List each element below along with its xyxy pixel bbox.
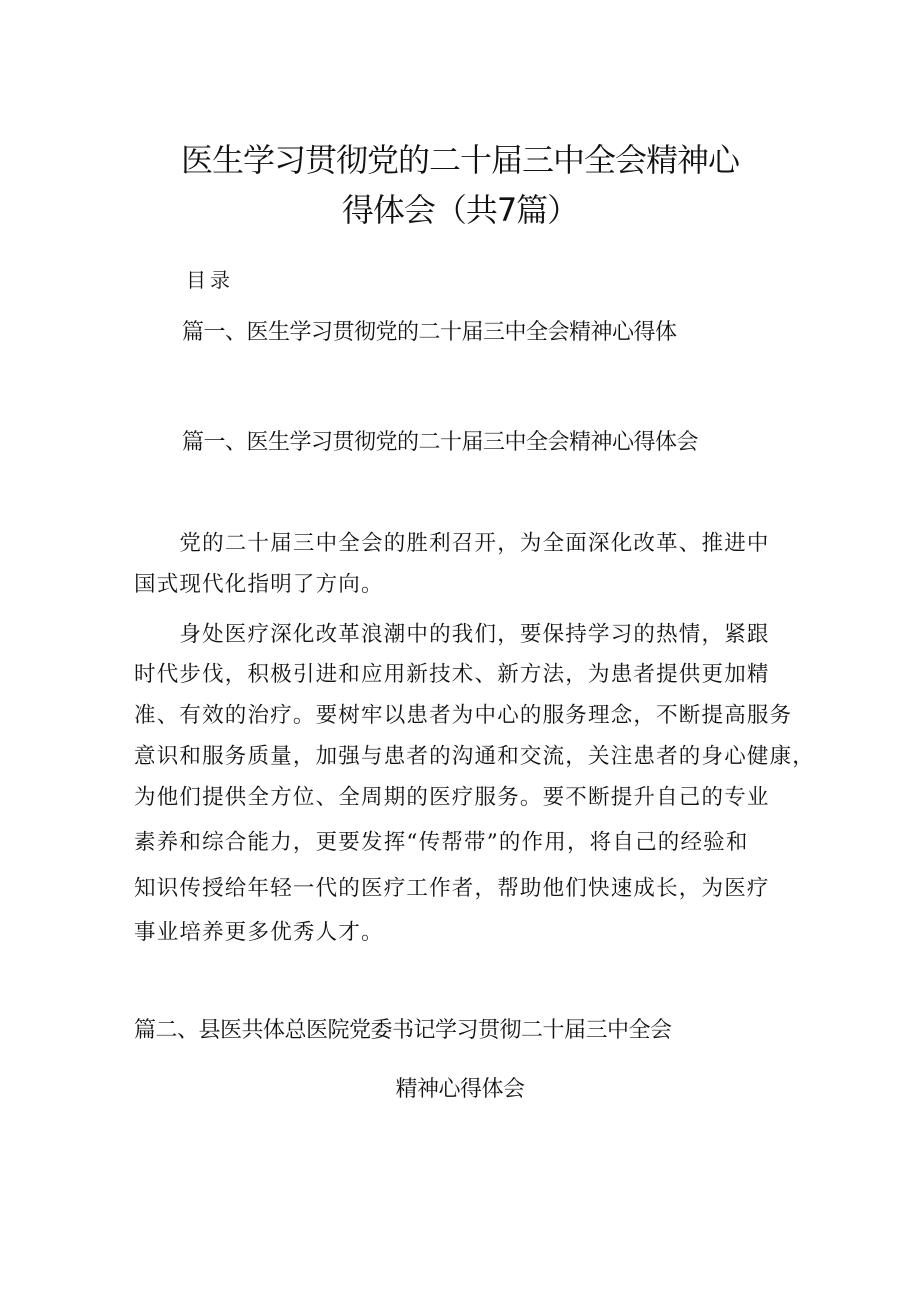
body-line: 国式现代化指明了方向。 [134, 572, 384, 597]
toc-label: 目录 [186, 268, 234, 292]
section-1-heading: 篇一、医生学习贯彻党的二十届三中全会精神心得体会 [182, 430, 699, 455]
body-line: 素养和综合能力，更要发挥“传帮带”的作用，将自己的经验和 [134, 830, 749, 855]
body-line: 为他们提供全方位、全周期的医疗服务。要不断提升自己的专业 [134, 785, 770, 810]
body-line: 党的二十届三中全会的胜利召开，为全面深化改革、推进中 [134, 531, 770, 556]
body-line: 知识传授给年轻一代的医疗工作者，帮助他们快速成长，为医疗 [134, 876, 770, 901]
section-2-heading-line-1: 篇二、县医共体总医院党委书记学习贯彻二十届三中全会 [134, 1018, 672, 1043]
document-title-line-2: 得体会（共7篇） [341, 191, 579, 229]
document-title-line-1: 医生学习贯彻党的二十届三中全会精神心 [180, 141, 739, 179]
body-line: 时代步伐，积极引进和应用新技术、新方法，为患者提供更加精 [134, 662, 770, 687]
section-2-heading-line-2: 精神心得体会 [395, 1077, 525, 1102]
toc-item[interactable]: 篇一、医生学习贯彻党的二十届三中全会精神心得体 [182, 320, 677, 345]
body-line: 准、有效的治疗。要树牢以患者为中心的服务理念，不断提高服务 [134, 703, 793, 728]
body-line: 事业培养更多优秀人才。 [134, 920, 384, 945]
body-line: 身处医疗深化改革浪潮中的我们，要保持学习的热情，紧跟 [134, 622, 770, 647]
body-line: 意识和服务质量，加强与患者的沟通和交流，关注患者的身心健康， [134, 744, 816, 769]
